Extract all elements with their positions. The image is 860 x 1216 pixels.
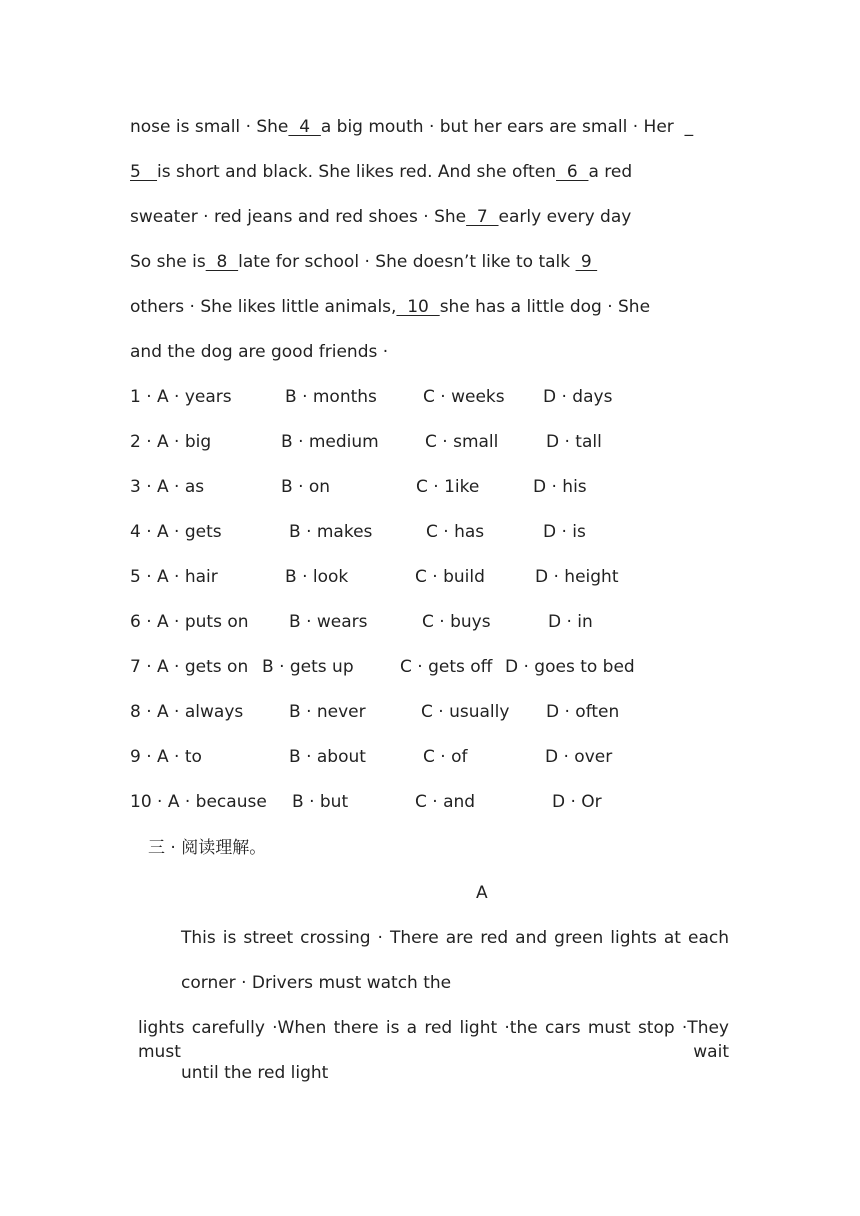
option-a: 1 · A · years [130, 387, 232, 407]
option-row-3 [130, 475, 587, 499]
blank-7: 7 [466, 207, 499, 227]
cloze-line-6: and the dog are good friends · [130, 342, 389, 362]
option-d: D · in [548, 612, 593, 632]
option-b: B · but [292, 792, 349, 812]
text: is short and black. She likes red. And she often [157, 162, 557, 182]
text: others · She likes little animals, [130, 297, 397, 317]
option-a: 5 · A · hair [130, 567, 218, 587]
option-c: C · usually [421, 702, 510, 722]
option-row-4 [130, 520, 586, 544]
blank-6: 6 [556, 162, 589, 182]
text: early every day [498, 207, 632, 227]
option-a: 3 · A · as [130, 477, 205, 497]
option-a: 10 · A · because [130, 792, 267, 812]
option-row-5 [130, 565, 619, 589]
option-b: B · never [289, 702, 366, 722]
option-c: C · small [425, 432, 499, 452]
text: she has a little dog · She [439, 297, 651, 317]
text: So she is [130, 252, 206, 272]
text: a big mouth · but her ears are small · Her _ [320, 117, 694, 137]
option-row-1 [130, 385, 613, 409]
option-c: C · has [426, 522, 485, 542]
cloze-line-4 [130, 250, 597, 274]
option-b: B · makes [289, 522, 373, 542]
option-a: 9 · A · to [130, 747, 202, 767]
option-d: D · days [543, 387, 613, 407]
option-d: D · goes to bed [505, 657, 635, 677]
cloze-line-1 [130, 115, 693, 139]
option-d: D · tall [546, 432, 602, 452]
option-d: D · his [533, 477, 587, 497]
cloze-line-5 [130, 295, 650, 319]
option-d: D · is [543, 522, 586, 542]
option-a: 8 · A · always [130, 702, 244, 722]
option-c: C · gets off [400, 657, 493, 677]
option-c: C · of [423, 747, 468, 767]
passage-line-4: until the red light [181, 1063, 329, 1083]
text: nose is small · She [130, 117, 289, 137]
option-b: B · on [281, 477, 331, 497]
option-b: B · months [285, 387, 377, 407]
text: late for school · She doesn’t like to talk [238, 252, 576, 272]
option-b: B · medium [281, 432, 379, 452]
option-d: D · height [535, 567, 619, 587]
option-d: D · often [546, 702, 620, 722]
text: a red [588, 162, 633, 182]
option-d: D · Or [552, 792, 602, 812]
option-d: D · over [545, 747, 613, 767]
passage-line-1: This is street crossing · There are red and green lights at each [181, 928, 729, 948]
option-row-8 [130, 700, 620, 724]
blank-9: 9 [575, 252, 598, 272]
option-b: B · look [285, 567, 349, 587]
option-a: 4 · A · gets [130, 522, 222, 542]
section-heading: 三 · 阅读理解。 [148, 838, 267, 858]
option-b: B · about [289, 747, 366, 767]
option-row-7 [130, 655, 635, 679]
blank-4: 4 [288, 117, 321, 137]
option-b: B · gets up [262, 657, 354, 677]
option-row-10 [130, 790, 602, 814]
option-row-2 [130, 430, 602, 454]
option-c: C · weeks [423, 387, 505, 407]
passage-line-3: lights carefully ·When there is a red light ·the cars must stop ·They must wait [138, 1018, 729, 1062]
option-c: C · build [415, 567, 485, 587]
blank-8: 8 [205, 252, 239, 272]
option-a: 7 · A · gets on [130, 657, 249, 677]
text: sweater · red jeans and red shoes · She [130, 207, 467, 227]
option-row-6 [130, 610, 593, 634]
option-c: C · and [415, 792, 476, 812]
blank-10: 10 [396, 297, 440, 317]
option-c: C · 1ike [416, 477, 480, 497]
passage-title: A [476, 883, 488, 903]
option-row-9 [130, 745, 613, 769]
option-b: B · wears [289, 612, 368, 632]
option-a: 6 · A · puts on [130, 612, 249, 632]
option-c: C · buys [422, 612, 491, 632]
passage-line-2: corner · Drivers must watch the [181, 973, 452, 993]
option-a: 2 · A · big [130, 432, 212, 452]
cloze-line-2 [130, 160, 632, 184]
cloze-line-3 [130, 205, 631, 229]
blank-5: 5 [130, 162, 158, 182]
